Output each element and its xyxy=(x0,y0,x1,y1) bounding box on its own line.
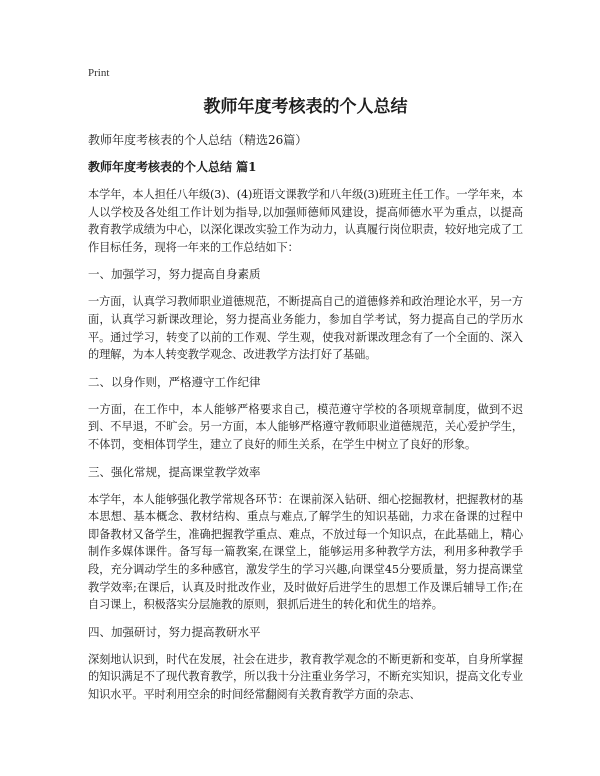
section-title: 教师年度考核表的个人总结 篇1 xyxy=(88,160,257,174)
section-heading-1: 一、加强学习，努力提高自身素质 xyxy=(88,267,261,282)
section-body-3: 本学年，本人能够强化教学常规各环节：在课前深入钻研、细心挖掘教材，把握教材的基本思想、基本概念、教材结构、重点与难点,了解学生的知识基础，力求在备课的过程中即备教材又备学生，准确把握教学重点、难点，不放过每一个知识点，在此基础上，精心制作多媒体课件。备写每一篇教案,在课堂上，能够运用多种教学方法，利用多种教学手段，充分调动学生的多种感官，激发学生的学习兴趣,向课堂45分要质量，努力提高课堂教学效率;在课后，认真及时批改作业，及时做好后进学生的思想工作及课后辅导工作;在自习课上，积极落实分层施教的原则，狠抓后进生的转化和优生的培养。 xyxy=(88,492,523,612)
document-page xyxy=(88,66,523,713)
document-subtitle: 教师年度考核表的个人总结（精选26篇） xyxy=(88,133,308,147)
section-body-1: 一方面，认真学习教师职业道德规范，不断提高自己的道德修养和政治理论水平，另一方面，认真学习新课改理论，努力提高业务能力，参加自学考试，努力提高自己的学历水平。通过学习，转变了以前的工作观、学生观，使我对新课改理念有了一个全面的、深入的理解，为本人转变教学观念、改进教学方法打好了基础。 xyxy=(88,295,523,362)
print-link[interactable]: Print xyxy=(88,67,110,79)
section-heading-2: 二、以身作则，严格遵守工作纪律 xyxy=(88,374,261,389)
document-title: 教师年度考核表的个人总结 xyxy=(203,97,408,117)
intro-paragraph: 本学年，本人担任八年级(3)、(4)班语文课教学和八年级(3)班班主任工作。一学年来，本人以学校及各处组工作计划为指导,以加强师德师风建设，提高师德水平为重点，以提高教育教学成绩为中心，以深化课改实验工作为动力，认真履行岗位职责，较好地完成了工作目标任务，现将一年来的工作总结如下： xyxy=(88,188,523,254)
section-body-2: 一方面，在工作中，本人能够严格要求自己，模范遵守学校的各项规章制度，做到不迟到、不早退，不旷会。另一方面，本人能够严格遵守教师职业道德规范，关心爱护学生，不体罚，变相体罚学生，建立了良好的师生关系，在学生中树立了良好的形象。 xyxy=(88,402,523,451)
section-body-4: 深刻地认识到，时代在发展，社会在进步，教育教学观念的不断更新和变革，自身所掌握的知识满足不了现代教育教学，所以我十分注重业务学习，不断充实知识，提高文化专业知识水平。平时利用空余的时间经常翻阅有关教育教学方面的杂志、 xyxy=(88,652,523,701)
section-heading-3: 三、强化常规，提高课堂教学效率 xyxy=(88,464,261,479)
section-heading-4: 四、加强研讨，努力提高教研水平 xyxy=(88,624,261,639)
